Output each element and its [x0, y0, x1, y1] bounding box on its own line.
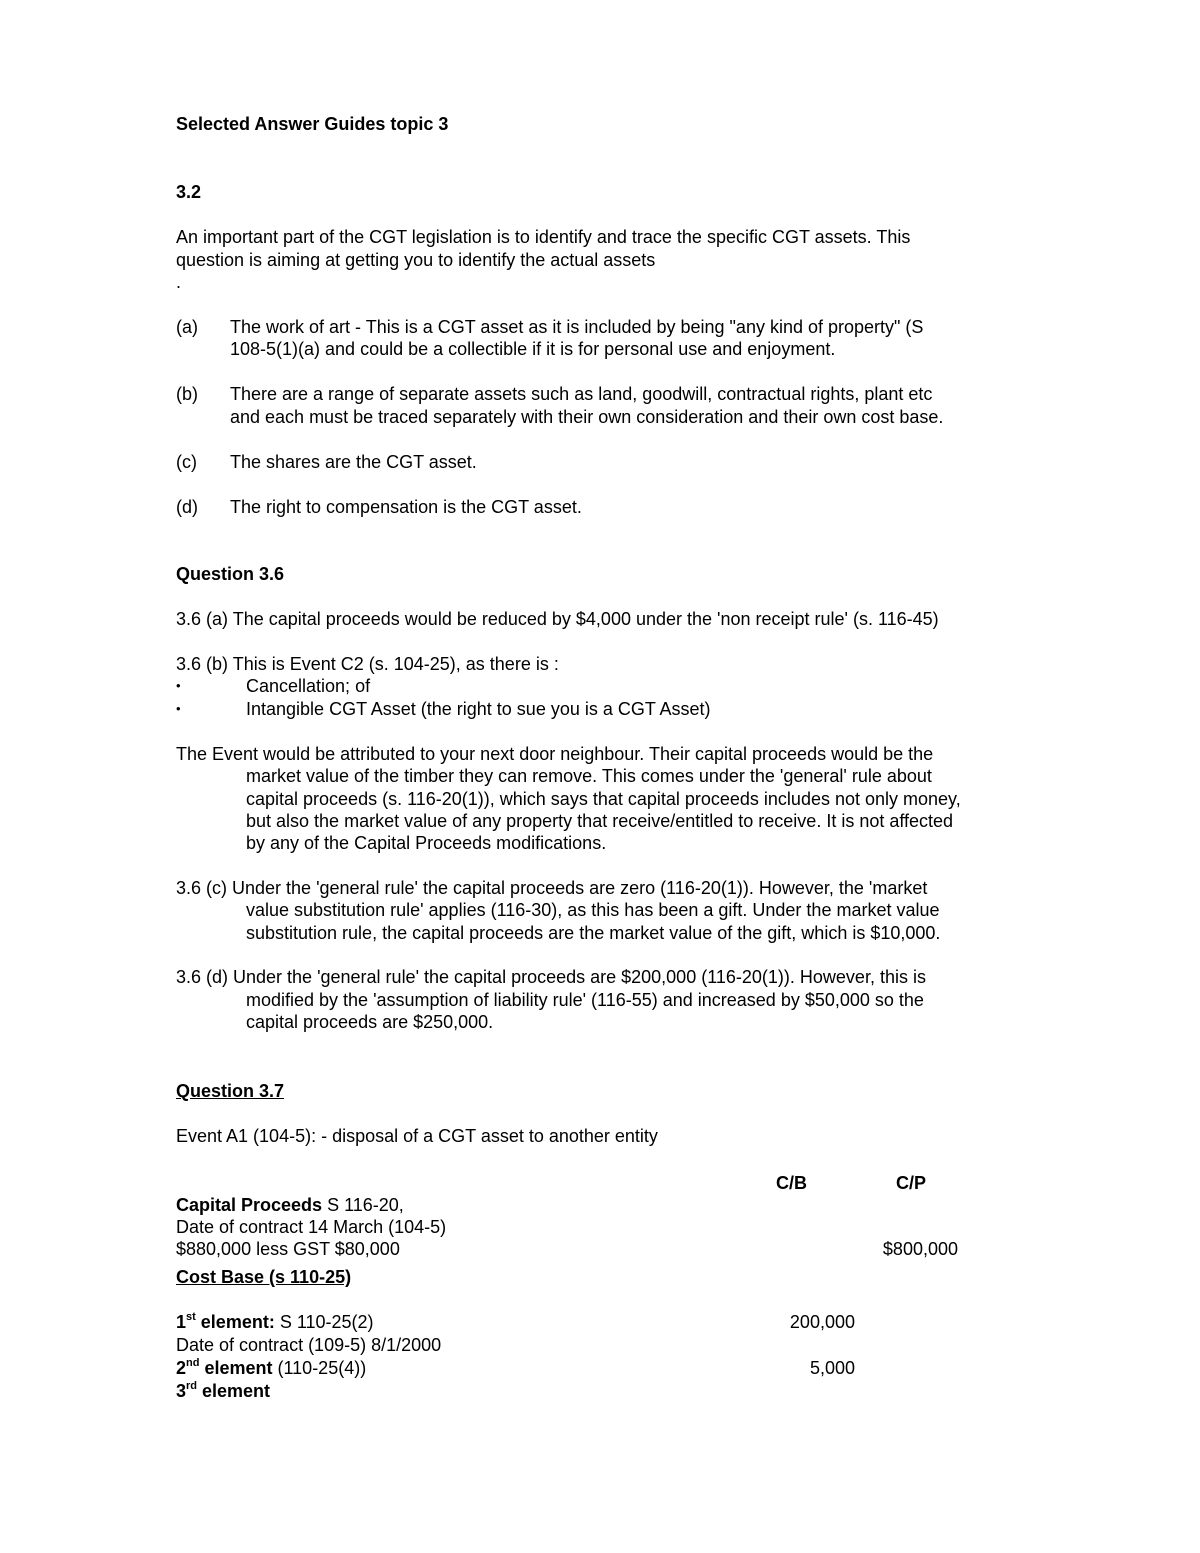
item-c-line-1: The shares are the CGT asset. — [230, 452, 477, 472]
capital-proceeds-ref: S 116-20, — [322, 1195, 404, 1215]
price-line: $880,000 less GST $80,000 — [176, 1239, 400, 1259]
third-element-suffix: rd — [186, 1380, 198, 1392]
third-element-label: element — [197, 1381, 271, 1401]
second-element-line — [176, 1357, 366, 1379]
second-element-suffix: nd — [186, 1357, 200, 1369]
q37-event: Event A1 (104-5): - disposal of a CGT asset to another entity — [176, 1126, 658, 1146]
event-para-line-1: The Event would be attributed to your next door neighbour. Their capital proceeds would be the — [176, 744, 934, 764]
capital-proceeds-label: Capital Proceeds — [176, 1195, 323, 1215]
item-a-label: (a) — [176, 317, 198, 337]
event-para-line-4: but also the market value of any property that receive/entitled to receive. It is not affected — [246, 811, 954, 831]
section-3-2-intro-line-2: question is aiming at getting you to identify the actual assets — [176, 250, 656, 270]
section-3-2-heading: 3.2 — [176, 182, 202, 202]
first-element-label: element: — [195, 1312, 275, 1332]
column-header-cp: C/P — [896, 1173, 927, 1193]
first-element-value: 200,000 — [789, 1312, 855, 1332]
first-element-number: 1 — [176, 1312, 187, 1332]
section-3-2-intro-line-1: An important part of the CGT legislation is to identify and trace the specific CGT assets. This — [176, 227, 911, 247]
q36-part-d-line-3: capital proceeds are $250,000. — [246, 1012, 494, 1032]
first-element-ref: S 110-25(2) — [274, 1312, 374, 1332]
item-c-label: (c) — [176, 452, 197, 472]
item-d-label: (d) — [176, 497, 198, 517]
bullet-1-text: Cancellation; of — [246, 676, 371, 696]
item-b-label: (b) — [176, 384, 198, 404]
bullet-2-symbol: • — [176, 701, 181, 716]
question-3-7-heading: Question 3.7 — [176, 1081, 285, 1101]
first-element-suffix: st — [186, 1311, 196, 1323]
capital-proceeds-value: $800,000 — [882, 1239, 958, 1259]
item-b-line-2: and each must be traced separately with their own consideration and their own cost base. — [230, 407, 944, 427]
q36-part-d-line-1: 3.6 (d) Under the 'general rule' the capital proceeds are $200,000 (116-20(1)). However, this is — [176, 967, 926, 987]
event-para-line-5: by any of the Capital Proceeds modifications. — [246, 833, 607, 853]
q36-part-c-line-1: 3.6 (c) Under the 'general rule' the capital proceeds are zero (116-20(1)). However, the 'market — [176, 878, 928, 898]
document-title: Selected Answer Guides topic 3 — [176, 114, 449, 134]
q36-part-a: 3.6 (a) The capital proceeds would be reduced by $4,000 under the 'non receipt rule' (s. 116-45) — [176, 609, 939, 629]
second-element-value: 5,000 — [809, 1358, 855, 1378]
event-para-line-3: capital proceeds (s. 116-20(1)), which says that capital proceeds includes not only money, — [246, 789, 961, 809]
stray-dot: . — [176, 272, 182, 292]
item-a-line-2: 108-5(1)(a) and could be a collectible if it is for personal use and enjoyment. — [230, 339, 836, 359]
bullet-1-symbol: • — [176, 678, 181, 693]
q36-part-c-line-2: value substitution rule' applies (116-30), as this has been a gift. Under the market value — [246, 900, 940, 920]
first-element-date: Date of contract (109-5) 8/1/2000 — [176, 1335, 442, 1355]
second-element-ref: (110-25(4)) — [272, 1358, 367, 1378]
second-element-number: 2 — [176, 1358, 187, 1378]
first-element-line — [176, 1311, 374, 1333]
third-element-number: 3 — [176, 1381, 187, 1401]
contract-date-line: Date of contract 14 March (104-5) — [176, 1217, 447, 1237]
q36-part-c-line-3: substitution rule, the capital proceeds are the market value of the gift, which is $10,000. — [246, 923, 941, 943]
question-3-6-heading: Question 3.6 — [176, 564, 285, 584]
cost-base-heading: Cost Base (s 110-25) — [176, 1267, 352, 1287]
item-b-line-1: There are a range of separate assets such as land, goodwill, contractual rights, plant etc — [230, 384, 933, 404]
bullet-2-text: Intangible CGT Asset (the right to sue you is a CGT Asset) — [246, 699, 711, 719]
second-element-label: element — [199, 1358, 273, 1378]
item-d-line-1: The right to compensation is the CGT asset. — [230, 497, 582, 517]
capital-proceeds-line — [176, 1194, 404, 1216]
event-para-line-2: market value of the timber they can remove. This comes under the 'general' rule about — [246, 766, 932, 786]
item-a-line-1: The work of art - This is a CGT asset as it is included by being "any kind of property" (S — [230, 317, 924, 337]
column-header-cb: C/B — [776, 1173, 807, 1193]
q36-part-d-line-2: modified by the 'assumption of liability rule' (116-55) and increased by $50,000 so the — [246, 990, 924, 1010]
q36-part-b-intro: 3.6 (b) This is Event C2 (s. 104-25), as there is : — [176, 654, 559, 674]
third-element-line — [176, 1380, 270, 1402]
